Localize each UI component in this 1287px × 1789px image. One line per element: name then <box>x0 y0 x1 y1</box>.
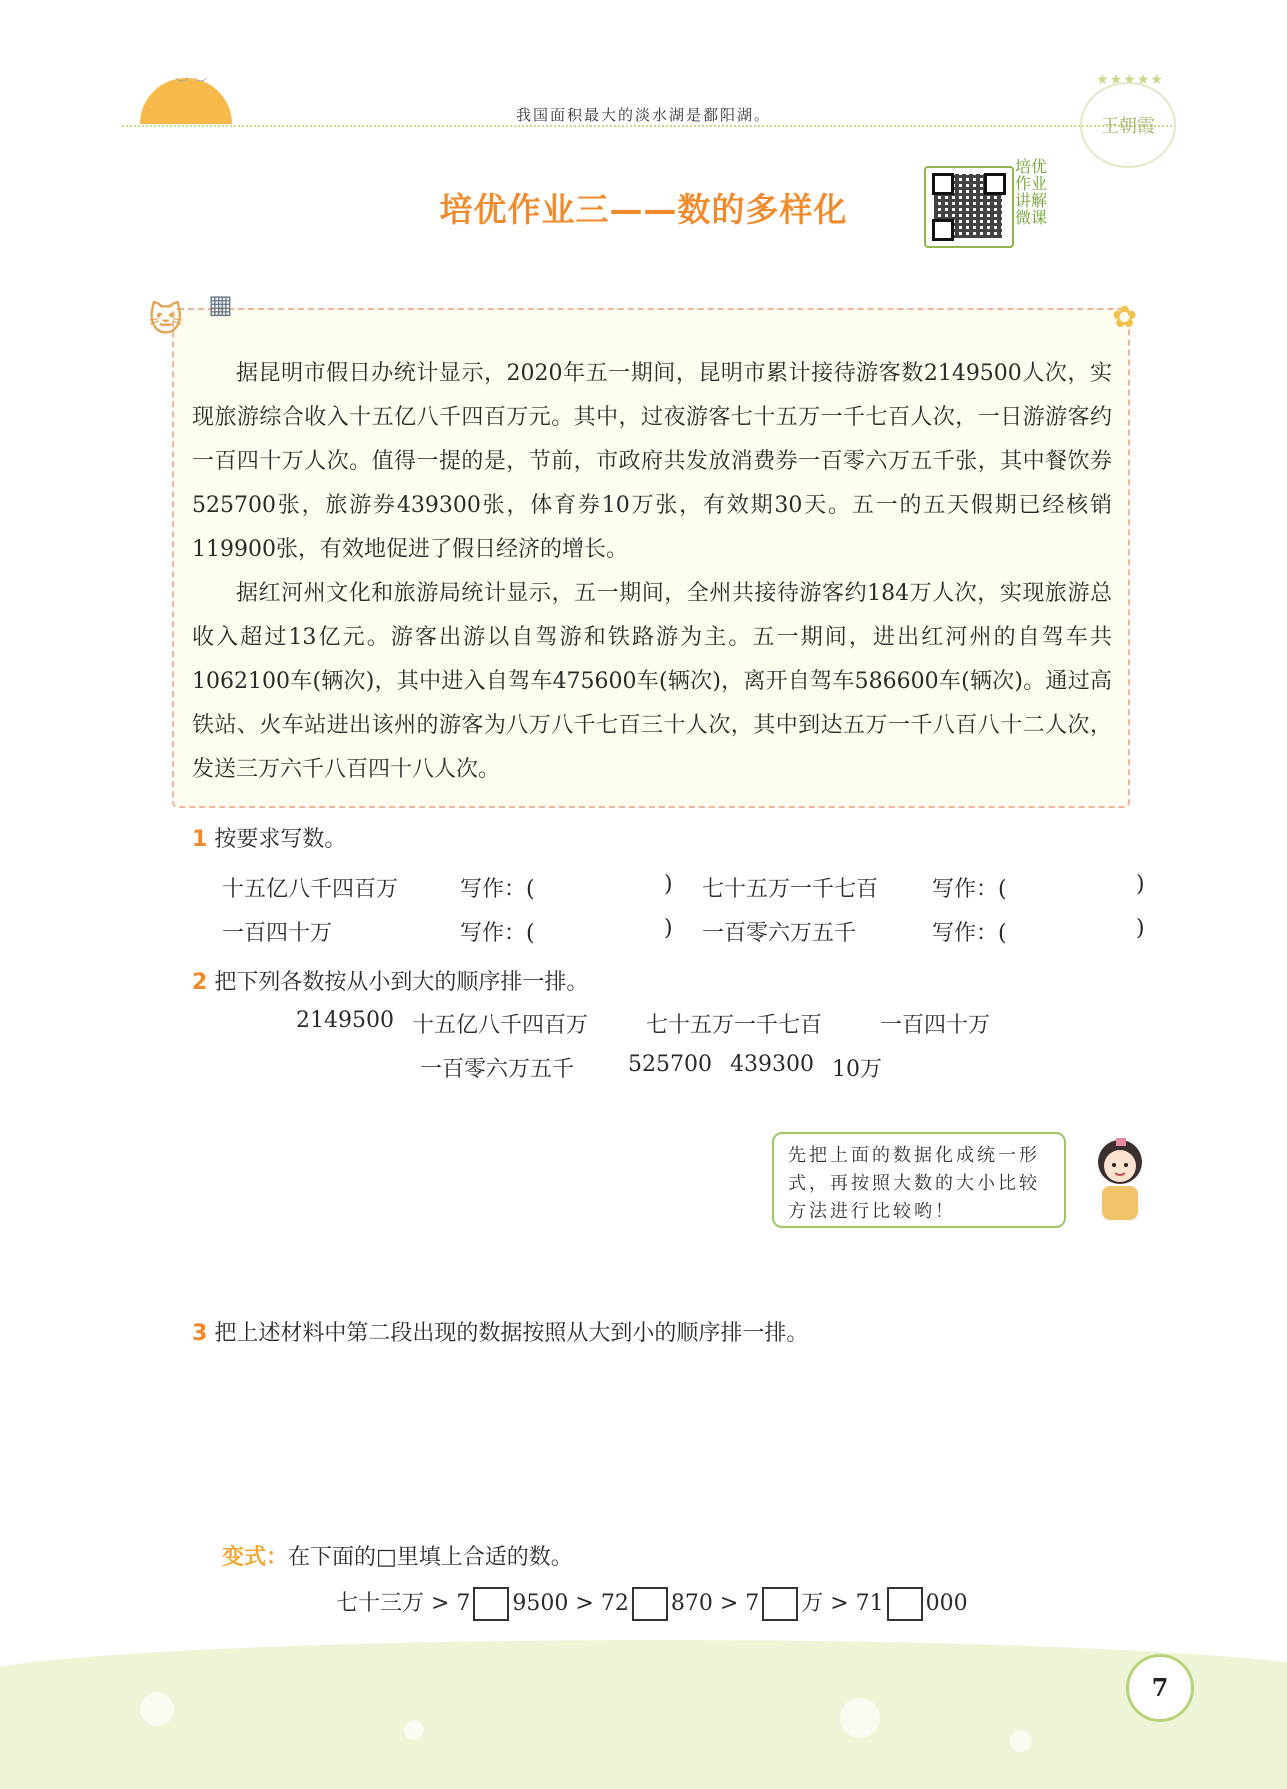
q1-item-close: ) <box>664 916 673 941</box>
cat-icon: 🐱 <box>148 300 184 340</box>
butterfly-icon: ✿ <box>1112 300 1138 335</box>
qr-code[interactable] <box>924 166 1014 248</box>
notebook-icon: ▦ <box>208 290 233 320</box>
q1-item-write: 写作：( <box>932 877 1007 902</box>
header-divider <box>122 125 1172 127</box>
expr-part: 000 <box>925 1591 968 1616</box>
brand-badge <box>1080 82 1176 168</box>
q1-item-label: 十五亿八千四百万 <box>222 877 399 902</box>
number-item: 10万 <box>832 1057 882 1082</box>
header-fact: 我国面积最大的淡水湖是鄱阳湖。 <box>515 106 771 124</box>
tip-bubble: 先把上面的数据化成统一形式，再按照大数的大小比较方法进行比较哟！ <box>772 1132 1066 1228</box>
q1-item-close: ) <box>1136 916 1145 941</box>
q1-item-label: 七十五万一千七百 <box>702 877 879 902</box>
variant-text: 在下面的□里填上合适的数。 <box>288 1545 573 1570</box>
bubble-decoration <box>404 1720 424 1740</box>
blank-box[interactable] <box>473 1587 509 1621</box>
expr-part: 9500 > 72 <box>512 1591 629 1616</box>
number-item: 一百零六万五千 <box>420 1057 575 1082</box>
page-title: 培优作业三——数的多样化 <box>439 190 848 229</box>
variant-instruction <box>222 1540 573 1571</box>
question-number: 3 <box>192 1321 208 1346</box>
number-item: 525700 <box>628 1052 712 1077</box>
expr-part: 七十三万 > 7 <box>336 1591 471 1616</box>
blank-box[interactable] <box>632 1587 668 1621</box>
qr-side-line-1: 培优作业 <box>1015 157 1048 193</box>
number-item: 2149500 <box>296 1008 394 1033</box>
material-text <box>192 352 1112 792</box>
qr-side-label <box>1015 158 1055 226</box>
qr-side-line-2: 讲解微课 <box>1015 191 1048 227</box>
question-1 <box>192 822 346 853</box>
blank-box[interactable] <box>762 1587 798 1621</box>
question-text: 把上述材料中第二段出现的数据按照从大到小的顺序排一排。 <box>214 1321 809 1346</box>
expr-part: 万 > 71 <box>801 1591 884 1616</box>
variant-label: 变式： <box>222 1545 289 1570</box>
variant-expression <box>336 1586 968 1621</box>
question-number: 2 <box>192 970 208 995</box>
qr-corner-icon <box>984 173 1006 195</box>
qr-corner-icon <box>932 219 954 241</box>
bubble-decoration <box>840 1698 880 1738</box>
material-paragraph-2: 据红河州文化和旅游局统计显示，五一期间，全州共接待游客约184万人次，实现旅游总收入超过13亿元。游客出游以自驾游和铁路游为主。五一期间，进出红河州的自驾车共1062100车(辆次)，其中进入自驾车475600车(辆次)，离开自驾车586600车(辆次)。通过高铁站、火车站进出该州的游客为八万八千七百三十人次，其中到达五万一千八百八十二人次，发送三万六千八百四十八人次。 <box>192 581 1112 782</box>
number-item: 439300 <box>730 1052 814 1077</box>
birds-icon: ︶ ︶ <box>175 77 208 93</box>
badge-text: 王朝霞 <box>1101 116 1155 137</box>
blank-box[interactable] <box>887 1587 923 1621</box>
bubble-decoration <box>1010 1730 1032 1752</box>
qr-corner-icon <box>932 173 954 195</box>
number-item: 七十五万一千七百 <box>646 1013 823 1038</box>
q1-item-write: 写作：( <box>460 877 535 902</box>
q1-item-label: 一百零六万五千 <box>702 921 857 946</box>
question-3 <box>192 1316 808 1347</box>
number-item: 一百四十万 <box>880 1013 991 1038</box>
q1-item-close: ) <box>664 872 673 897</box>
girl-icon <box>1080 1130 1160 1230</box>
number-item: 十五亿八千四百万 <box>412 1013 589 1038</box>
ground-decoration <box>0 1668 1287 1789</box>
material-paragraph-1: 据昆明市假日办统计显示，2020年五一期间，昆明市累计接待游客数2149500人次，实现旅游综合收入十五亿八千四百万元。其中，过夜游客七十五万一千七百人次，一日游游客约一百四十万人次。值得一提的是，节前，市政府共发放消费券一百零六万五千张，其中餐饮券525700张，旅游券439300张，体育券10万张，有效期30天。五一的五天假期已经核销119900张，有效地促进了假日经济的增长。 <box>192 361 1112 562</box>
expr-part: 870 > 7 <box>670 1591 760 1616</box>
q1-item-write: 写作：( <box>932 921 1007 946</box>
badge-stars: ★★★★★ <box>1096 72 1164 88</box>
bubble-decoration <box>140 1692 174 1726</box>
q1-item-write: 写作：( <box>460 921 535 946</box>
q1-item-label: 一百四十万 <box>222 921 333 946</box>
question-2 <box>192 965 588 996</box>
page-number: 7 <box>1126 1654 1194 1722</box>
question-text: 把下列各数按从小到大的顺序排一排。 <box>214 970 589 995</box>
question-text: 按要求写数。 <box>214 827 347 852</box>
question-number: 1 <box>192 827 208 852</box>
q1-item-close: ) <box>1136 872 1145 897</box>
